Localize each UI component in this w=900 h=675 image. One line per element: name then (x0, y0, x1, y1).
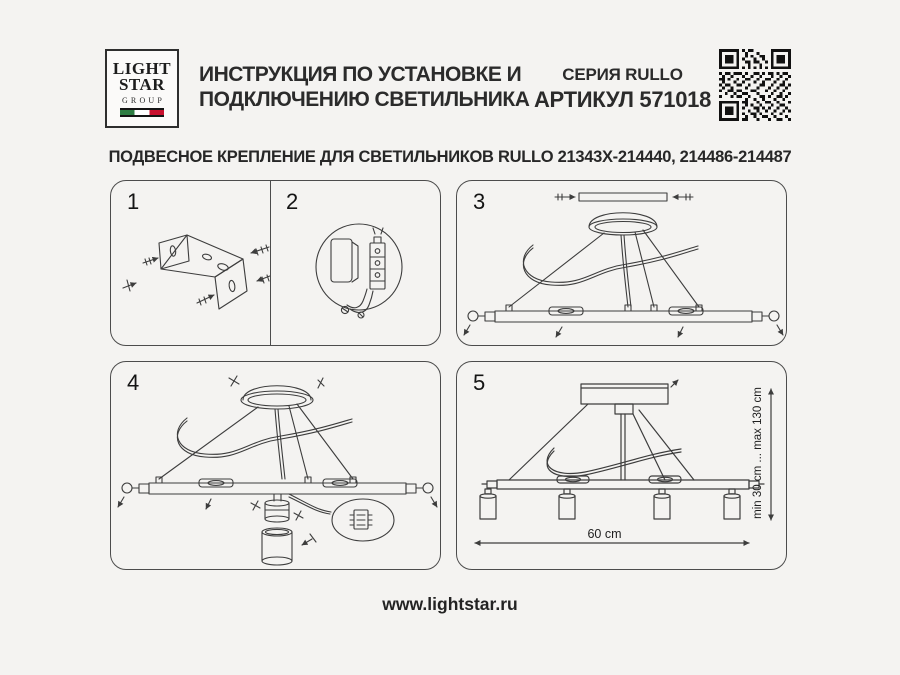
wall-connector-diagram (271, 197, 441, 345)
power-cord (177, 418, 352, 454)
article-label: АРТИКУЛ 571018 (533, 87, 712, 112)
italian-flag-icon (120, 108, 164, 117)
logo-text-light: LIGHT (112, 58, 172, 78)
step-number-2: 2 (286, 189, 299, 214)
lamp-shade (480, 489, 496, 519)
small-screw-icon (123, 280, 136, 291)
step-number-5: 5 (473, 370, 486, 395)
title-line-2: ПОДКЛЮЧЕНИЮ СВЕТИЛЬНИКА (199, 88, 530, 111)
lamp-wire (289, 494, 331, 512)
power-cord (523, 245, 698, 282)
width-dimension-label: 60 cm (587, 527, 622, 541)
lamp-mounting-diagram (111, 362, 439, 568)
panel-step-4 (110, 361, 441, 570)
step-number-3: 3 (473, 189, 486, 214)
lightstar-logo (105, 49, 179, 128)
power-cord (547, 448, 681, 473)
subtitle: ПОДВЕСНОЕ КРЕПЛЕНИЕ ДЛЯ СВЕТИЛЬНИКОВ RULLO 21343X-214440, 214486-214487 (108, 148, 792, 166)
lamp-shade (654, 489, 670, 519)
screw-icon (555, 194, 575, 200)
logo-text-star: STAR (118, 74, 166, 94)
height-dimension-label: min 30 cm ... max 130 cm (752, 387, 764, 519)
page-title (199, 62, 529, 112)
lamp-shade (724, 489, 740, 519)
panel-step-5 (456, 361, 787, 570)
screw-icon (143, 258, 158, 265)
screw-icon (251, 245, 269, 255)
qr-code-icon (719, 49, 791, 121)
bracket-diagram (111, 197, 270, 345)
screw-icon (197, 295, 214, 305)
footer-website: www.lightstar.ru (382, 594, 518, 614)
series-label: СЕРИЯ RULLO (562, 65, 683, 84)
logo-text-group: GROUP (121, 95, 166, 105)
screw-icon (673, 194, 693, 200)
panel-steps-1-2 (110, 180, 441, 346)
magnifier-circle (316, 224, 402, 310)
step-number-4: 4 (127, 370, 140, 395)
screw-icon (257, 273, 270, 283)
panel-step-3 (456, 180, 787, 346)
title-line-1: ИНСТРУКЦИЯ ПО УСТАНОВКЕ И (199, 63, 522, 86)
suspension-diagram (457, 181, 785, 344)
series-article-block (520, 65, 725, 112)
step-number-1: 1 (127, 189, 140, 214)
lamp-shade (559, 489, 575, 519)
